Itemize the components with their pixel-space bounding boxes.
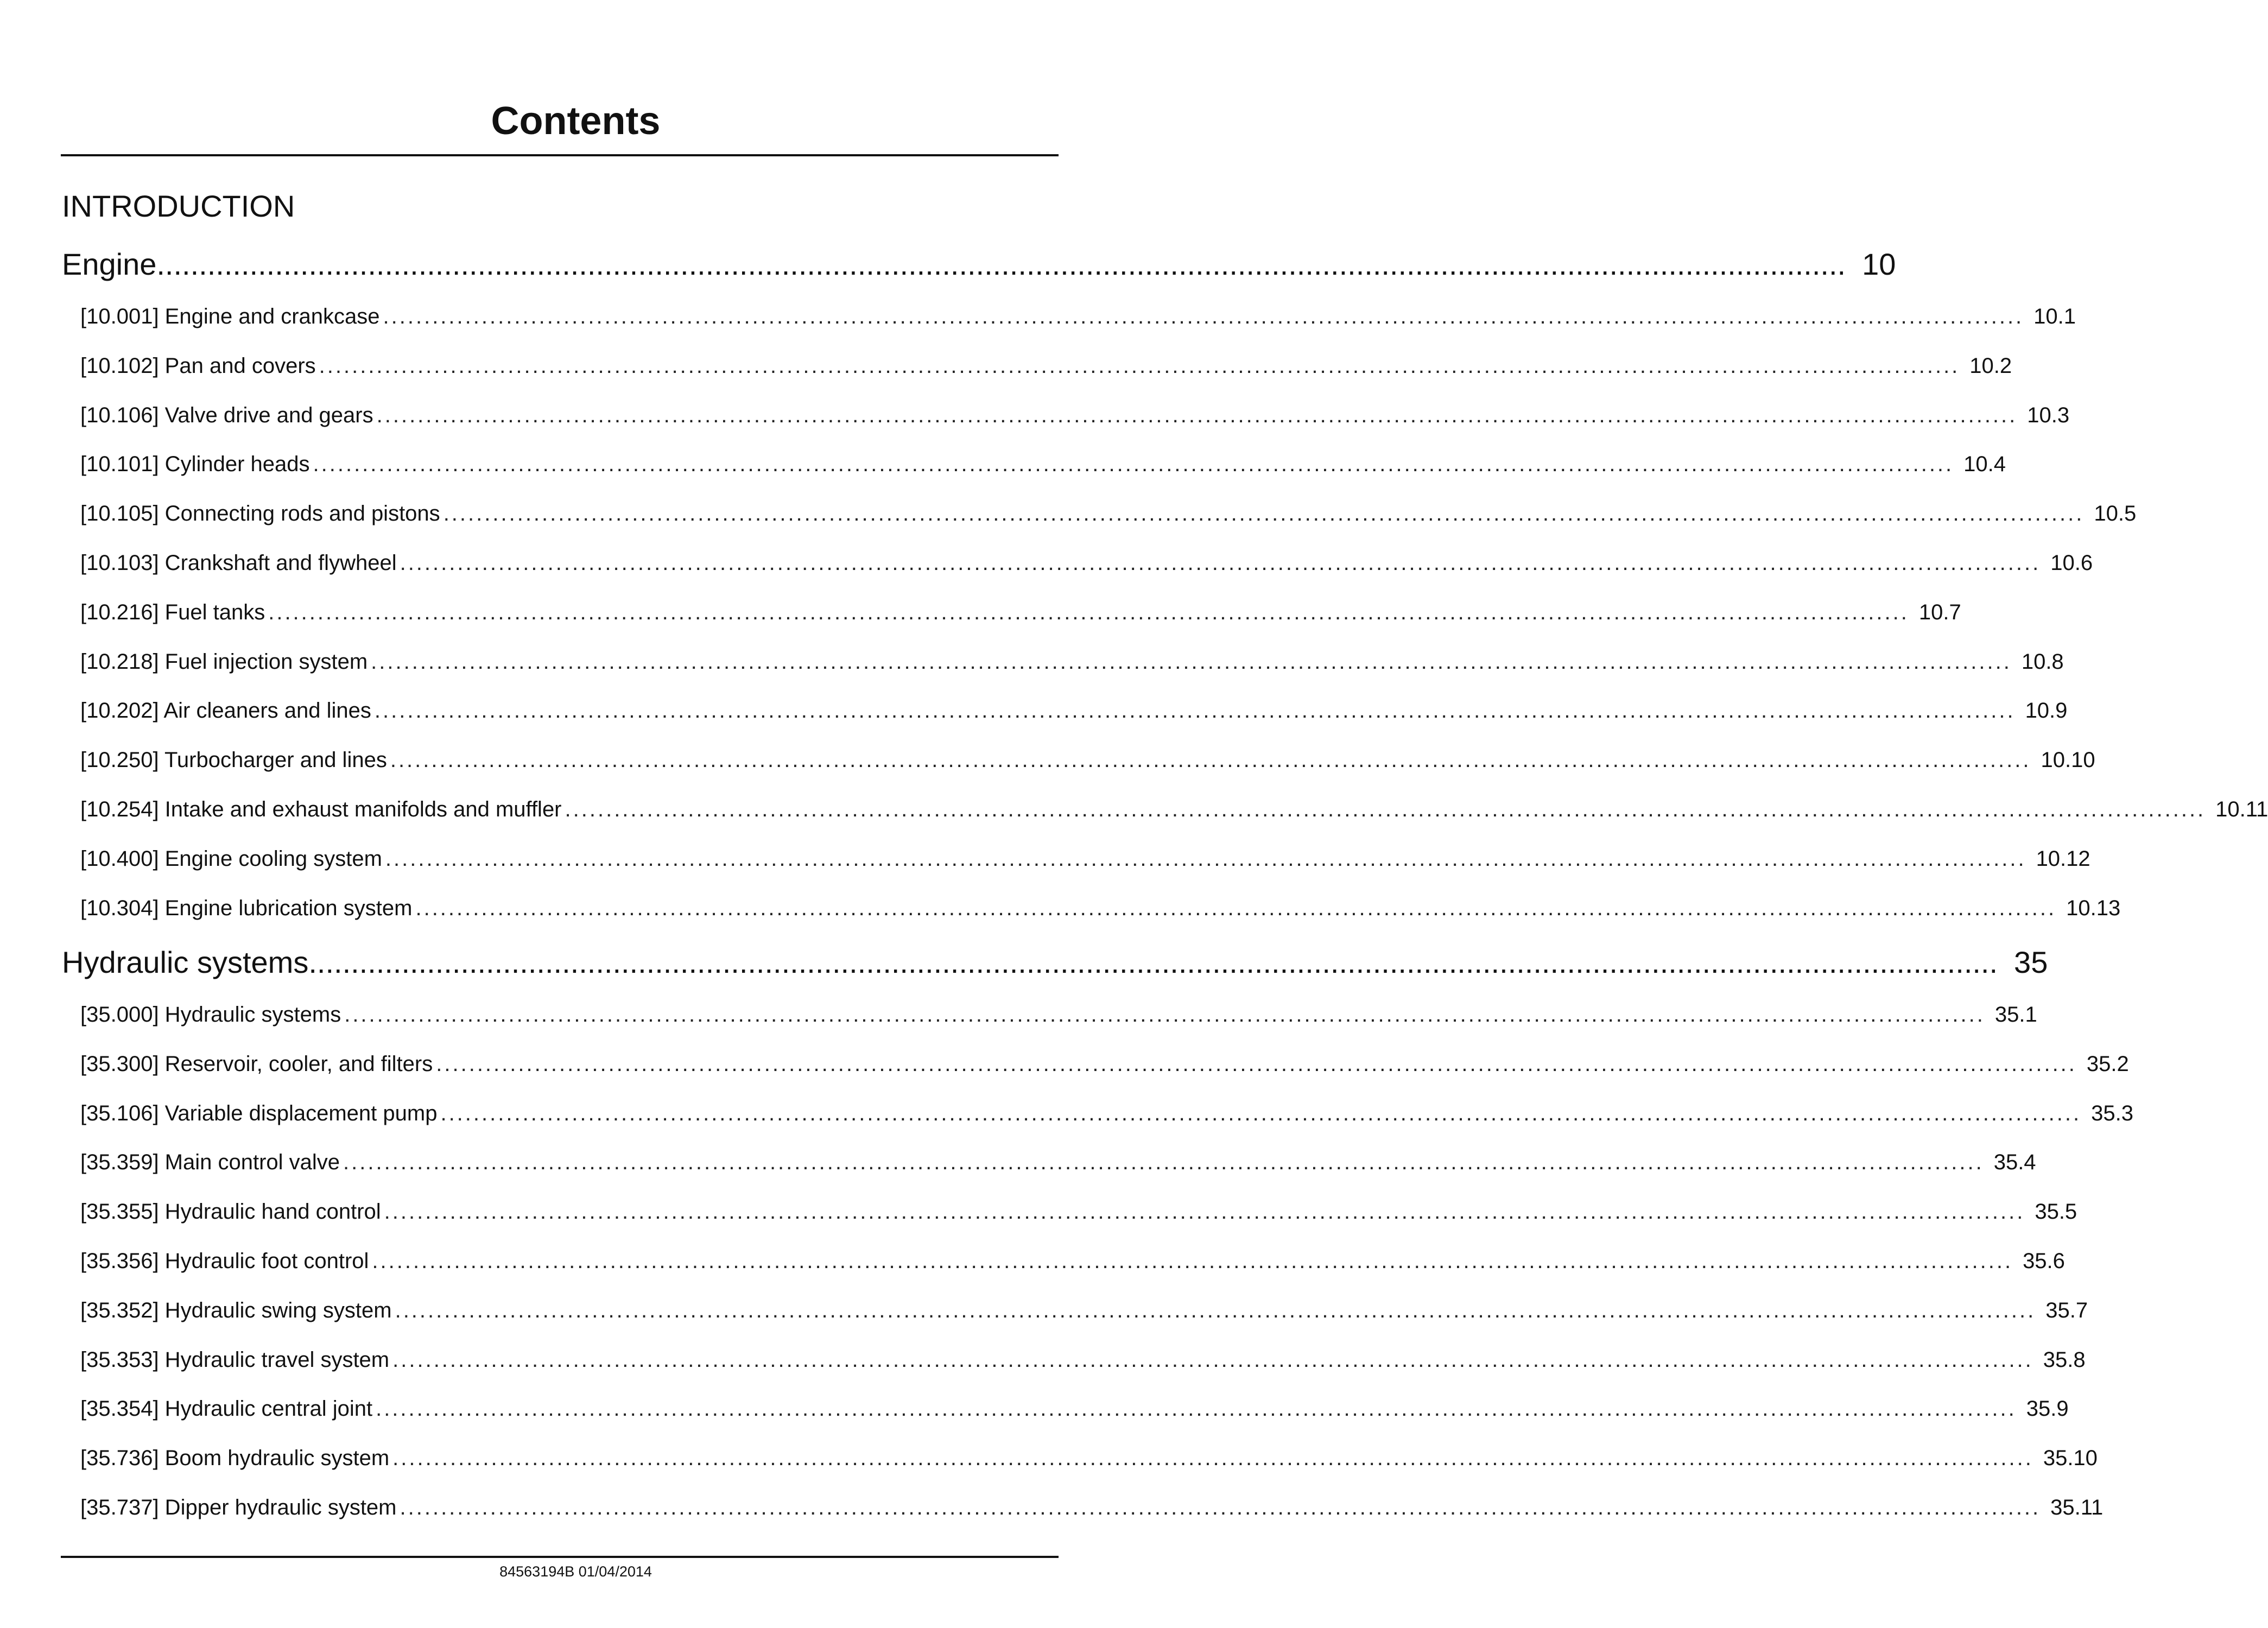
toc-section-title: Hydraulic systems xyxy=(62,945,309,979)
toc-entry[interactable] xyxy=(80,1247,2065,1275)
dot-leader: ........................................................................................................................................................................................................ xyxy=(565,797,2206,821)
dot-leader: ........................................................................................................................................................................................................ xyxy=(308,945,1998,979)
dot-leader: ........................................................................................................................................................................................................ xyxy=(385,847,2026,871)
toc-entry-label: [10.254] Intake and exhaust manifolds and muffler xyxy=(80,797,562,821)
toc-entry-page: 35.1 xyxy=(1994,1003,2037,1027)
toc-entry[interactable] xyxy=(80,796,2268,823)
dot-leader: ........................................................................................................................................................................................................ xyxy=(392,1348,2033,1372)
toc-entry-page: 10.9 xyxy=(2025,699,2068,723)
toc-entry[interactable] xyxy=(80,1395,2069,1422)
dot-leader: ........................................................................................................................................................................................................ xyxy=(400,1496,2041,1519)
toc-entry-label: [10.106] Valve drive and gears xyxy=(80,403,373,427)
toc-entry-page: 35.8 xyxy=(2043,1348,2086,1372)
toc-entry-label: [10.216] Fuel tanks xyxy=(80,600,265,624)
toc-section-page: 35 xyxy=(2014,945,2048,979)
toc-entry-label: [35.106] Variable displacement pump xyxy=(80,1101,438,1125)
toc-entry-page: 35.6 xyxy=(2023,1249,2065,1273)
toc-entry-label: [35.737] Dipper hydraulic system xyxy=(80,1496,397,1519)
toc-section-1[interactable] xyxy=(62,245,1896,283)
toc-entry-label: [35.000] Hydraulic systems xyxy=(80,1003,341,1027)
dot-leader: ........................................................................................................................................................................................................ xyxy=(400,551,2041,575)
dot-leader: ........................................................................................................................................................................................................ xyxy=(443,502,2085,525)
toc-entry-page: 35.3 xyxy=(2091,1101,2133,1125)
toc-entry[interactable] xyxy=(80,549,2093,577)
dot-leader: ........................................................................................................................................................................................................ xyxy=(395,1298,2036,1322)
dot-leader: ........................................................................................................................................................................................................ xyxy=(376,403,2018,427)
toc-entry[interactable] xyxy=(80,500,2137,527)
toc-entry[interactable] xyxy=(80,1001,2037,1028)
toc-entry-label: [35.353] Hydraulic travel system xyxy=(80,1348,390,1372)
dot-leader: ........................................................................................................................................................................................................ xyxy=(319,354,1960,378)
toc-entry-label: [10.102] Pan and covers xyxy=(80,354,316,378)
dot-leader: ........................................................................................................................................................................................................ xyxy=(313,452,1954,476)
toc-entry-page: 10.12 xyxy=(2036,847,2090,871)
toc-entry-label: [35.356] Hydraulic foot control xyxy=(80,1249,369,1273)
dot-leader: ........................................................................................................................................................................................................ xyxy=(392,1446,2033,1470)
toc-entry-label: [35.736] Boom hydraulic system xyxy=(80,1446,390,1470)
toc-entry[interactable] xyxy=(80,1050,2129,1078)
toc-entry[interactable] xyxy=(80,1297,2088,1324)
toc-entry-page: 35.9 xyxy=(2026,1397,2069,1421)
toc-section-2[interactable] xyxy=(62,943,2048,981)
toc-entry-page: 10.13 xyxy=(2066,896,2121,920)
toc-entry-label: [10.304] Engine lubrication system xyxy=(80,896,413,920)
toc-entry[interactable] xyxy=(80,1149,2036,1176)
toc-entry-label: [35.359] Main control valve xyxy=(80,1150,340,1174)
toc-entry[interactable] xyxy=(80,1445,2098,1472)
toc-entry-label: [10.101] Cylinder heads xyxy=(80,452,310,476)
toc-entry-page: 35.2 xyxy=(2086,1052,2129,1076)
toc-entry-page: 10.7 xyxy=(1918,600,1961,624)
toc-entry-label: [10.001] Engine and crankcase xyxy=(80,305,380,328)
toc-entry[interactable] xyxy=(80,451,2006,478)
toc-entry[interactable] xyxy=(80,697,2068,724)
toc-entry-label: [35.300] Reservoir, cooler, and filters xyxy=(80,1052,433,1076)
toc-entry-page: 10.8 xyxy=(2021,650,2064,674)
dot-leader: ........................................................................................................................................................................................................ xyxy=(383,305,2024,328)
dot-leader: ........................................................................................................................................................................................................ xyxy=(390,748,2031,772)
toc-entry-page: 10.4 xyxy=(1963,452,2006,476)
toc-entry[interactable] xyxy=(80,648,2064,675)
toc-entry[interactable] xyxy=(80,303,2076,330)
toc-entry-page: 10.11 xyxy=(2215,797,2268,821)
toc-entry-page: 10.2 xyxy=(1969,354,2012,378)
toc-section-page: 10 xyxy=(1862,247,1896,281)
toc-entry-page: 10.5 xyxy=(2094,502,2137,525)
page-title: Contents xyxy=(491,99,661,143)
toc-entry-page: 35.5 xyxy=(2035,1200,2077,1224)
toc-entry-label: [10.400] Engine cooling system xyxy=(80,847,382,871)
toc-entry-label: [35.355] Hydraulic hand control xyxy=(80,1200,381,1224)
dot-leader: ........................................................................................................................................................................................................ xyxy=(268,600,1909,624)
toc-entry[interactable] xyxy=(80,1346,2086,1373)
toc-entry[interactable] xyxy=(80,1198,2077,1225)
dot-leader: ........................................................................................................................................................................................................ xyxy=(344,1003,1985,1027)
toc-entry-page: 10.3 xyxy=(2027,403,2070,427)
toc-entry-label: [10.218] Fuel injection system xyxy=(80,650,368,674)
toc-entry-page: 35.7 xyxy=(2045,1298,2088,1322)
dot-leader: ........................................................................................................................................................................................................ xyxy=(436,1052,2077,1076)
toc-entry-label: [10.105] Connecting rods and pistons xyxy=(80,502,440,525)
toc-entry[interactable] xyxy=(80,599,1961,626)
introduction-heading: INTRODUCTION xyxy=(62,189,295,223)
toc-entry-page: 35.4 xyxy=(1993,1150,2036,1174)
toc-entry[interactable] xyxy=(80,352,2012,379)
dot-leader: ........................................................................................................................................................................................................ xyxy=(415,896,2057,920)
dot-leader: ........................................................................................................................................................................................................ xyxy=(376,1397,2017,1421)
dot-leader: ........................................................................................................................................................................................................ xyxy=(371,650,2012,674)
dot-leader: ........................................................................................................................................................................................................ xyxy=(440,1101,2082,1125)
toc-entry-label: [10.250] Turbocharger and lines xyxy=(80,748,387,772)
toc-entry[interactable] xyxy=(80,746,2095,774)
toc-entry-page: 10.10 xyxy=(2041,748,2095,772)
toc-entry-page: 10.6 xyxy=(2050,551,2093,575)
toc-section-title: Engine xyxy=(62,247,157,281)
toc-entry[interactable] xyxy=(80,1494,2104,1521)
toc-entry[interactable] xyxy=(80,895,2121,922)
dot-leader: ........................................................................................................................................................................................................ xyxy=(374,699,2016,723)
dot-leader: ........................................................................................................................................................................................................ xyxy=(372,1249,2013,1273)
dot-leader: ........................................................................................................................................................................................................ xyxy=(384,1200,2025,1224)
toc-entry-label: [35.354] Hydraulic central joint xyxy=(80,1397,373,1421)
footer-divider xyxy=(61,1556,1059,1558)
toc-entry-label: [10.103] Crankshaft and flywheel xyxy=(80,551,397,575)
dot-leader: ........................................................................................................................................................................................................ xyxy=(156,247,1846,281)
footer-document-id: 84563194B 01/04/2014 xyxy=(499,1563,652,1580)
toc-entry-label: [10.202] Air cleaners and lines xyxy=(80,699,371,723)
toc-entry[interactable] xyxy=(80,1100,2133,1127)
dot-leader: ........................................................................................................................................................................................................ xyxy=(343,1150,1984,1174)
toc-entry-page: 35.11 xyxy=(2050,1496,2104,1519)
toc-entry-page: 10.1 xyxy=(2033,305,2076,328)
toc-entry[interactable] xyxy=(80,402,2070,429)
toc-entry-label: [35.352] Hydraulic swing system xyxy=(80,1298,392,1322)
toc-entry-page: 35.10 xyxy=(2043,1446,2098,1470)
toc-entry[interactable] xyxy=(80,845,2090,872)
